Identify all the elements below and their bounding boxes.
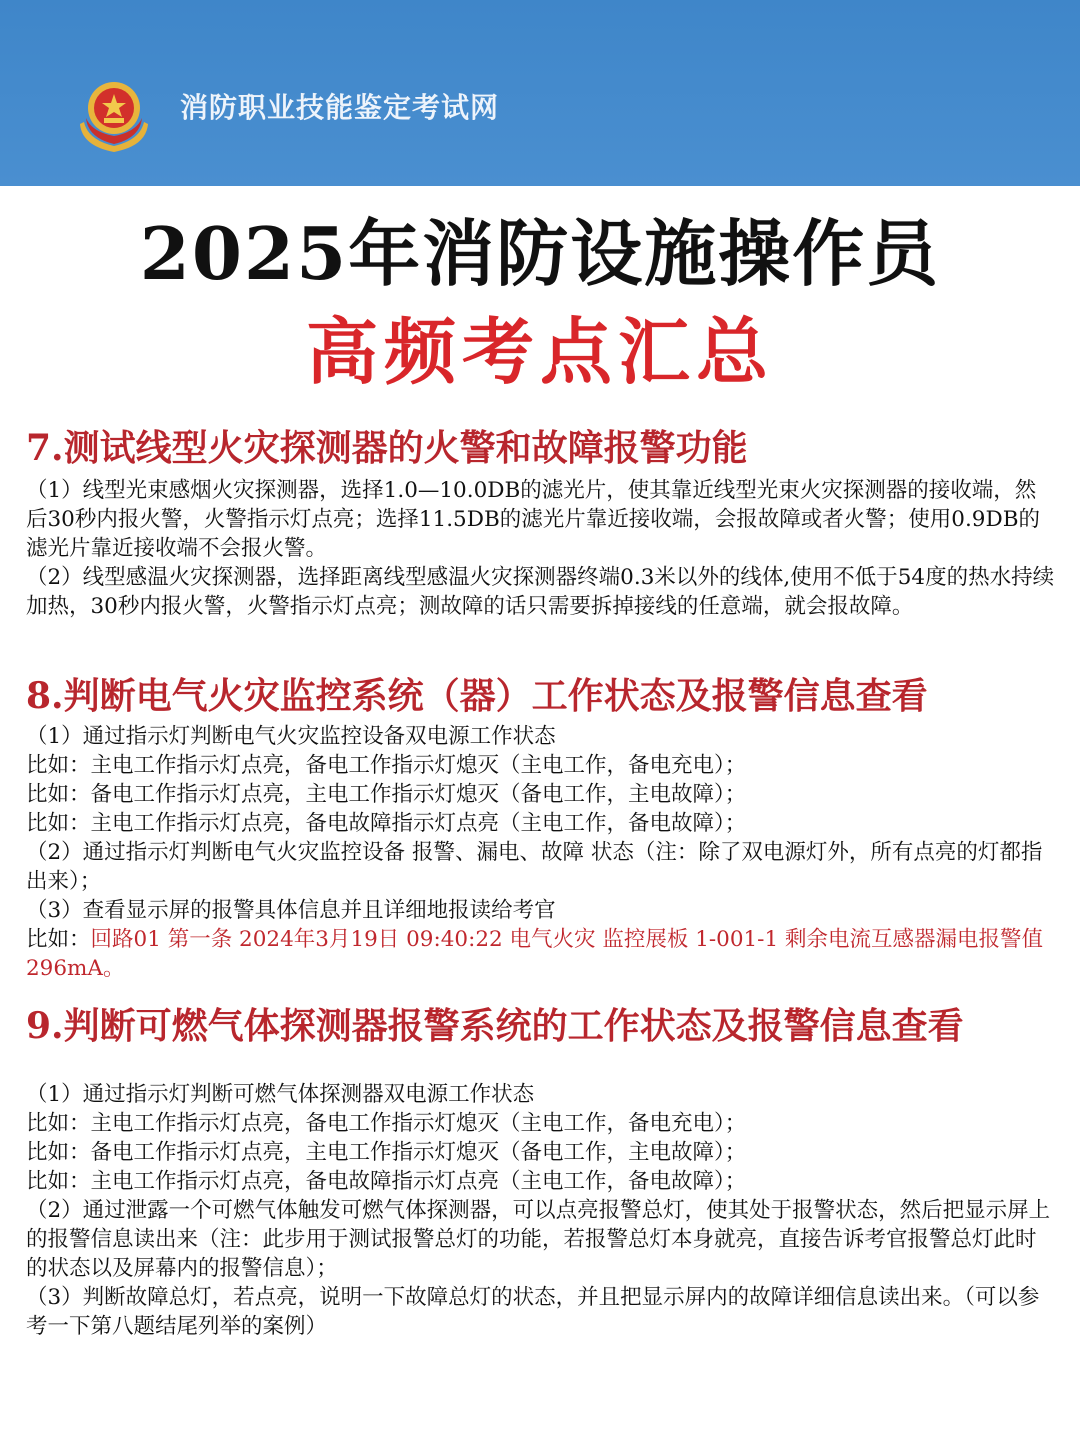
paragraph: 比如：备电工作指示灯点亮，主电工作指示灯熄灭（备电工作，主电故障）； [26, 782, 747, 807]
example-paragraph [26, 925, 1056, 983]
paragraph: 比如：主电工作指示灯点亮，备电工作指示灯熄灭（主电工作，备电充电）； [26, 1111, 747, 1136]
paragraph: （1）线型光束感烟火灾探测器，选择1.0—10.0DB的滤光片，使其靠近线型光束火灾探测器的接收端，然后30秒内报火警，火警指示灯点亮；选择11.5DB的滤光片靠近接收端，会报故障或者火警；使用0.9DB的滤光片靠近接收端不会报火警。 [26, 478, 1041, 561]
section-heading: 7.测试线型火灾探测器的火警和故障报警功能 [26, 427, 748, 469]
paragraph: （3）查看显示屏的报警具体信息并且详细地报读给考官 [26, 898, 556, 923]
fire-rescue-emblem-icon [72, 72, 156, 156]
paragraph: （2）线型感温火灾探测器，选择距离线型感温火灾探测器终端0.3米以外的线体,使用不低于54度的热水持续加热，30秒内报火警，火警指示灯点亮；测故障的话只需要拆掉接线的任意端，就会报故障。 [26, 565, 1055, 619]
page-subtitle: 高频考点汇总 [305, 309, 774, 394]
paragraph: （2）通过指示灯判断电气火灾监控设备 报警、漏电、故障 状态（注：除了双电源灯外，所有点亮的灯都指出来）； [26, 840, 1043, 894]
example-prefix: 比如： [26, 927, 91, 952]
paragraph: （1）通过指示灯判断电气火灾监控设备双电源工作状态 [26, 724, 556, 749]
paragraph: （3）判断故障总灯，若点亮，说明一下故障总灯的状态，并且把显示屏内的故障详细信息读出来。（可以参考一下第八题结尾列举的案例） [26, 1285, 1040, 1339]
paragraph: 比如：主电工作指示灯点亮，备电工作指示灯熄灭（主电工作，备电充电）； [26, 753, 747, 778]
section-8 [26, 674, 1056, 983]
paragraph: （1）通过指示灯判断可燃气体探测器双电源工作状态 [26, 1082, 535, 1107]
site-header [0, 0, 1080, 186]
site-name: 消防职业技能鉴定考试网 [180, 91, 500, 124]
paragraph: 比如：主电工作指示灯点亮，备电故障指示灯点亮（主电工作，备电故障）； [26, 1169, 747, 1194]
paragraph: 比如：主电工作指示灯点亮，备电故障指示灯点亮（主电工作，备电故障）； [26, 811, 747, 836]
section-heading: 9.判断可燃气体探测器报警系统的工作状态及报警信息查看 [26, 1005, 964, 1047]
page-title: 2025年消防设施操作员 [139, 211, 941, 296]
section-7 [26, 426, 1056, 621]
example-alarm-info: 回路01 第一条 2024年3月19日 09:40:22 电气火灾 监控展板 1-001-1 剩余电流互感器漏电报警值 296mA。 [26, 927, 1043, 981]
section-9 [26, 1004, 1056, 1341]
paragraph: 比如：备电工作指示灯点亮，主电工作指示灯熄灭（备电工作，主电故障）； [26, 1140, 747, 1165]
section-heading: 8.判断电气火灾监控系统（器）工作状态及报警信息查看 [26, 675, 928, 717]
paragraph: （2）通过泄露一个可燃气体触发可燃气体探测器，可以点亮报警总灯，使其处于报警状态，然后把显示屏上的报警信息读出来（注：此步用于测试报警总灯的功能，若报警总灯本身就亮，直接告诉考官报警总灯此时的状态以及屏幕内的报警信息）； [26, 1198, 1051, 1281]
